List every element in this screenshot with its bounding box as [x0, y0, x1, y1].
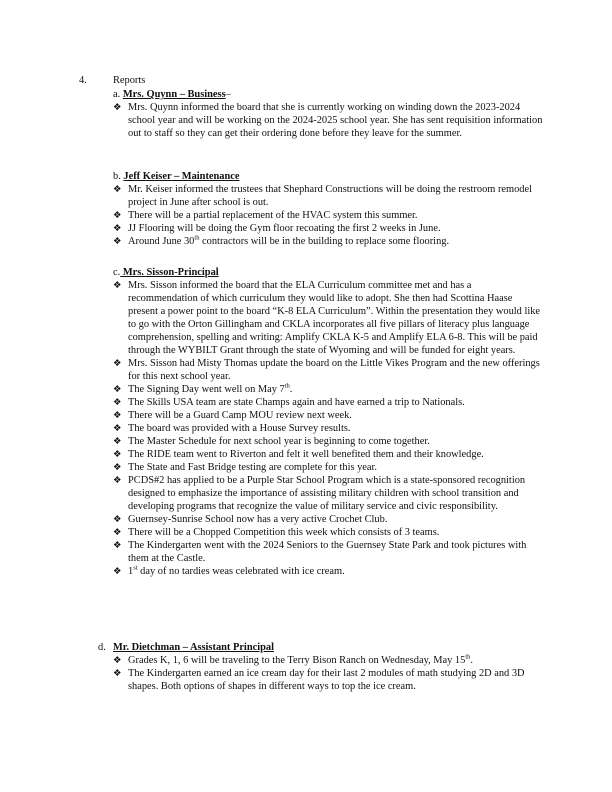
list-item: ❖ The Kindergarten earned an ice cream day for their last 2 modules of math studying 2D and 3D shapes. Both options of shapes in different ways to top the ice cream. — [113, 667, 543, 693]
report-principal — [113, 266, 543, 578]
report-heading — [113, 266, 543, 279]
report-letter: c. — [113, 267, 121, 278]
list-item: ❖ The Master Schedule for next school year is beginning to come together. — [113, 435, 543, 448]
report-heading — [113, 88, 543, 101]
report-items — [113, 654, 543, 693]
list-item: ❖ Mrs. Sisson had Misty Thomas update the board on the Little Vikes Program and the new offerings for this next school year. — [113, 357, 543, 383]
report-letter: d. — [98, 642, 106, 653]
report-name: Mr. Dietchman – Assistant Principal — [113, 642, 274, 653]
list-item — [113, 565, 543, 578]
list-item: ❖ The board was provided with a House Survey results. — [113, 422, 543, 435]
report-assistant-principal — [113, 641, 543, 693]
list-item: ❖ The State and Fast Bridge testing are complete for this year. — [113, 461, 543, 474]
list-item — [113, 383, 543, 396]
report-letter: b. — [113, 171, 121, 182]
report-name: Mrs. Quynn – Business — [122, 89, 226, 100]
ordinal-suffix: th — [465, 653, 471, 661]
list-item: ❖ Mrs. Sisson informed the board that the ELA Curriculum committee met and has a recommendation of which curriculum they would like to adopt. She then had Scottina Haase present a power point to the board “K-8 ELA Curriculum”. Within the presentation they would like to go with the Orton Gillingham and CKLA incorporates all five pillars of literacy plus language comprehension, spelling and writing: Amplify CKLA K-5 and Amplify ELA 6-8. This will be paid through the WYBILT Grant through the state of Wyoming and will be funded for eight years. — [113, 279, 543, 357]
report-items — [113, 183, 533, 248]
list-item: ❖ Mrs. Quynn informed the board that she is currently working on winding down the 2023-2024 school year and will be working on the 2024-2025 school year. She has sent requisition information out to staff so they can get their ordering done before they leave for the summer. — [113, 101, 543, 140]
report-name: Mrs. Sisson-Principal — [120, 267, 219, 278]
report-heading — [113, 641, 543, 654]
list-item: ❖ Guernsey-Sunrise School now has a very active Crochet Club. — [113, 513, 543, 526]
list-item — [113, 235, 533, 248]
section-number: 4. — [79, 75, 87, 86]
item-text: Grades K, 1, 6 will be traveling to the Terry Bison Ranch on Wednesday, May 15 — [128, 655, 466, 666]
item-text: contractors will be in the building to replace some flooring. — [199, 236, 450, 247]
report-heading — [113, 170, 533, 183]
ordinal-suffix: th — [194, 234, 200, 242]
list-item — [113, 654, 543, 667]
report-name: Jeff Keiser – Maintenance — [123, 171, 240, 182]
ordinal-suffix: st — [133, 564, 138, 572]
report-trailing-dash: – — [225, 89, 231, 100]
section-title: Reports — [113, 75, 146, 86]
list-item: ❖ The Kindergarten went with the 2024 Seniors to the Guernsey State Park and took pictures with them at the Castle. — [113, 539, 543, 565]
item-text: . — [289, 384, 293, 395]
item-text: Around June 30 — [128, 236, 195, 247]
report-maintenance — [113, 170, 533, 248]
list-item: ❖ There will be a partial replacement of the HVAC system this summer. — [113, 209, 533, 222]
list-item: ❖ There will be a Chopped Competition this week which consists of 3 teams. — [113, 526, 543, 539]
list-item: ❖ The Skills USA team are state Champs again and have earned a trip to Nationals. — [113, 396, 543, 409]
item-text: day of no tardies weas celebrated with ice cream. — [137, 566, 345, 577]
item-text: . — [470, 655, 473, 666]
list-item: ❖ The RIDE team went to Riverton and felt it well benefited them and their knowledge. — [113, 448, 543, 461]
report-business — [113, 88, 543, 140]
list-item: ❖ There will be a Guard Camp MOU review next week. — [113, 409, 543, 422]
list-item: ❖ JJ Flooring will be doing the Gym floor recoating the first 2 weeks in June. — [113, 222, 533, 235]
report-items — [113, 279, 543, 578]
ordinal-suffix: th — [284, 382, 290, 390]
report-items — [113, 101, 543, 140]
list-item: ❖ Mr. Keiser informed the trustees that Shephard Constructions will be doing the restroom remodel project in June after school is out. — [113, 183, 533, 209]
item-text: The Signing Day went well on May 7 — [128, 384, 285, 395]
list-item: ❖ PCDS#2 has applied to be a Purple Star School Program which is a state-sponsored recognition designed to emphasize the importance of assisting military children with school transition and developing programs that recognize the value of military service and civic responsibility. — [113, 474, 543, 513]
item-text: 1 — [128, 566, 134, 577]
report-letter: a. — [113, 89, 121, 100]
